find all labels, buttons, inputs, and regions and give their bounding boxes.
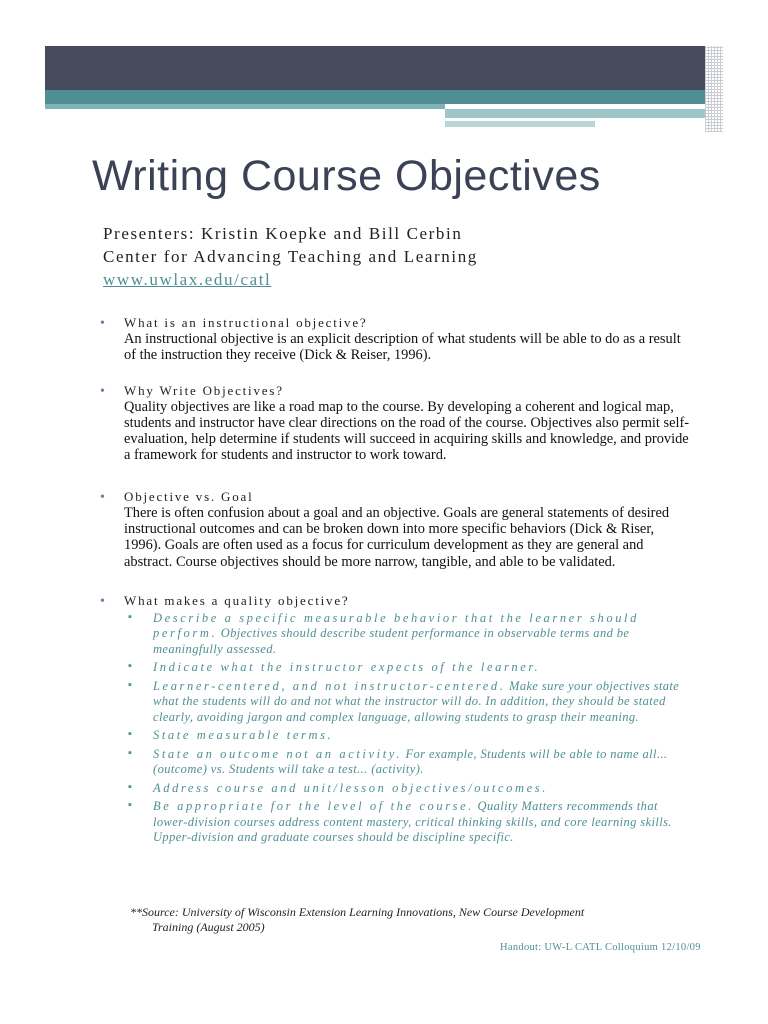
- sublist-lead: Be appropriate for the level of the course.: [153, 799, 475, 814]
- square-bullet-icon: ▪: [128, 610, 132, 623]
- sublist-item: [124, 660, 690, 676]
- catl-link[interactable]: www.uwlax.edu/catl: [103, 270, 272, 289]
- source-line-1: **Source: University of Wisconsin Extension Learning Innovations, New Course Development: [130, 905, 585, 919]
- bullet-icon: •: [100, 489, 105, 505]
- banner-light-band-3: [445, 121, 595, 127]
- center-line: Center for Advancing Teaching and Learning: [103, 247, 478, 266]
- list-item: [100, 314, 690, 364]
- bullet-body: Quality objectives are like a road map to the course. By developing a coherent and logical map, students and instructor have clear directions on the road of the course. Objectives also permit self-evaluation, help determine if students will succeed in acquiring skills and knowledge, and provide a framework for students and instructor to work toward.: [124, 398, 690, 464]
- bullet-heading: Why Write Objectives?: [124, 382, 284, 398]
- sublist-item: [124, 728, 690, 744]
- presenters-block: [103, 222, 478, 291]
- sublist-lead: Describe a specific measurable behavior that the learner should perform.: [153, 610, 639, 641]
- header-banner: [45, 46, 705, 132]
- presenters-line: Presenters: Kristin Koepke and Bill Cerbin: [103, 224, 463, 243]
- square-bullet-icon: ▪: [128, 678, 132, 691]
- sublist-rest: Quality Matters recommends that lower-division courses address content mastery, critical thinking skills, and core learning skills. Upper-division and graduate courses should be discipline specific.: [153, 799, 672, 845]
- sublist-item: [124, 747, 690, 778]
- bullet-heading: What makes a quality objective?: [124, 592, 350, 608]
- sublist-lead: Learner-centered, and not instructor-centered.: [153, 678, 506, 693]
- page-title: Writing Course Objectives: [92, 152, 601, 200]
- list-item: [100, 592, 690, 846]
- square-bullet-icon: ▪: [128, 780, 132, 793]
- sublist-lead: Address course and unit/lesson objectives/outcomes.: [153, 780, 548, 795]
- source-line-2: Training (August 2005): [152, 920, 265, 934]
- sublist-item: [124, 799, 690, 846]
- quality-sublist: [124, 611, 690, 846]
- sublist-rest: Make sure your objectives state what the students will do and not what the instructor will do. In addition, they should be stated clearly, avoiding jargon and complex language, allowing students to grasp their meaning.: [153, 678, 680, 724]
- square-bullet-icon: ▪: [128, 799, 132, 812]
- square-bullet-icon: ▪: [128, 660, 132, 673]
- sublist-lead: State an outcome not an activity.: [153, 746, 402, 761]
- banner-teal-band: [45, 90, 705, 104]
- bullet-list: [100, 314, 690, 864]
- bullet-heading: Objective vs. Goal: [124, 488, 254, 504]
- bullet-icon: •: [100, 383, 105, 399]
- sublist-lead: Indicate what the instructor expects of the learner.: [153, 660, 541, 675]
- bullet-body: An instructional objective is an explicit description of what students will be able to do as a result of the instruction they receive (Dick & Reiser, 1996).: [124, 331, 681, 364]
- list-item: [100, 488, 690, 570]
- square-bullet-icon: ▪: [128, 728, 132, 741]
- bullet-body: There is often confusion about a goal and an objective. Goals are general statements of desired instructional outcomes and can be broken down into more specific behaviors (Dick & Riser, 1996). Goals are often used as a focus for curriculum development as they are general and abstract. Course objectives should be more narrow, tangible, and able to be validated.: [124, 504, 670, 570]
- sublist-item: [124, 781, 690, 797]
- banner-grid-pattern: [705, 46, 723, 132]
- square-bullet-icon: ▪: [128, 746, 132, 759]
- sublist-item: [124, 679, 690, 726]
- sublist-item: [124, 611, 690, 658]
- banner-dark-band: [45, 46, 705, 90]
- bullet-heading: What is an instructional objective?: [124, 315, 368, 330]
- sublist-rest: For example, Students will be able to name all...(outcome) vs. Students will take a test... (activity).: [153, 746, 668, 777]
- banner-light-band: [45, 104, 445, 109]
- list-item: [100, 382, 690, 464]
- bullet-icon: •: [100, 316, 105, 331]
- footer-handout: Handout: UW-L CATL Colloquium 12/10/09: [500, 942, 701, 953]
- banner-light-band-2: [445, 109, 705, 118]
- bullet-icon: •: [100, 593, 105, 609]
- source-citation: [130, 905, 690, 935]
- sublist-rest: Objectives should describe student performance in observable terms and be meaningfully assessed.: [153, 626, 630, 656]
- sublist-lead: State measurable terms.: [153, 728, 334, 743]
